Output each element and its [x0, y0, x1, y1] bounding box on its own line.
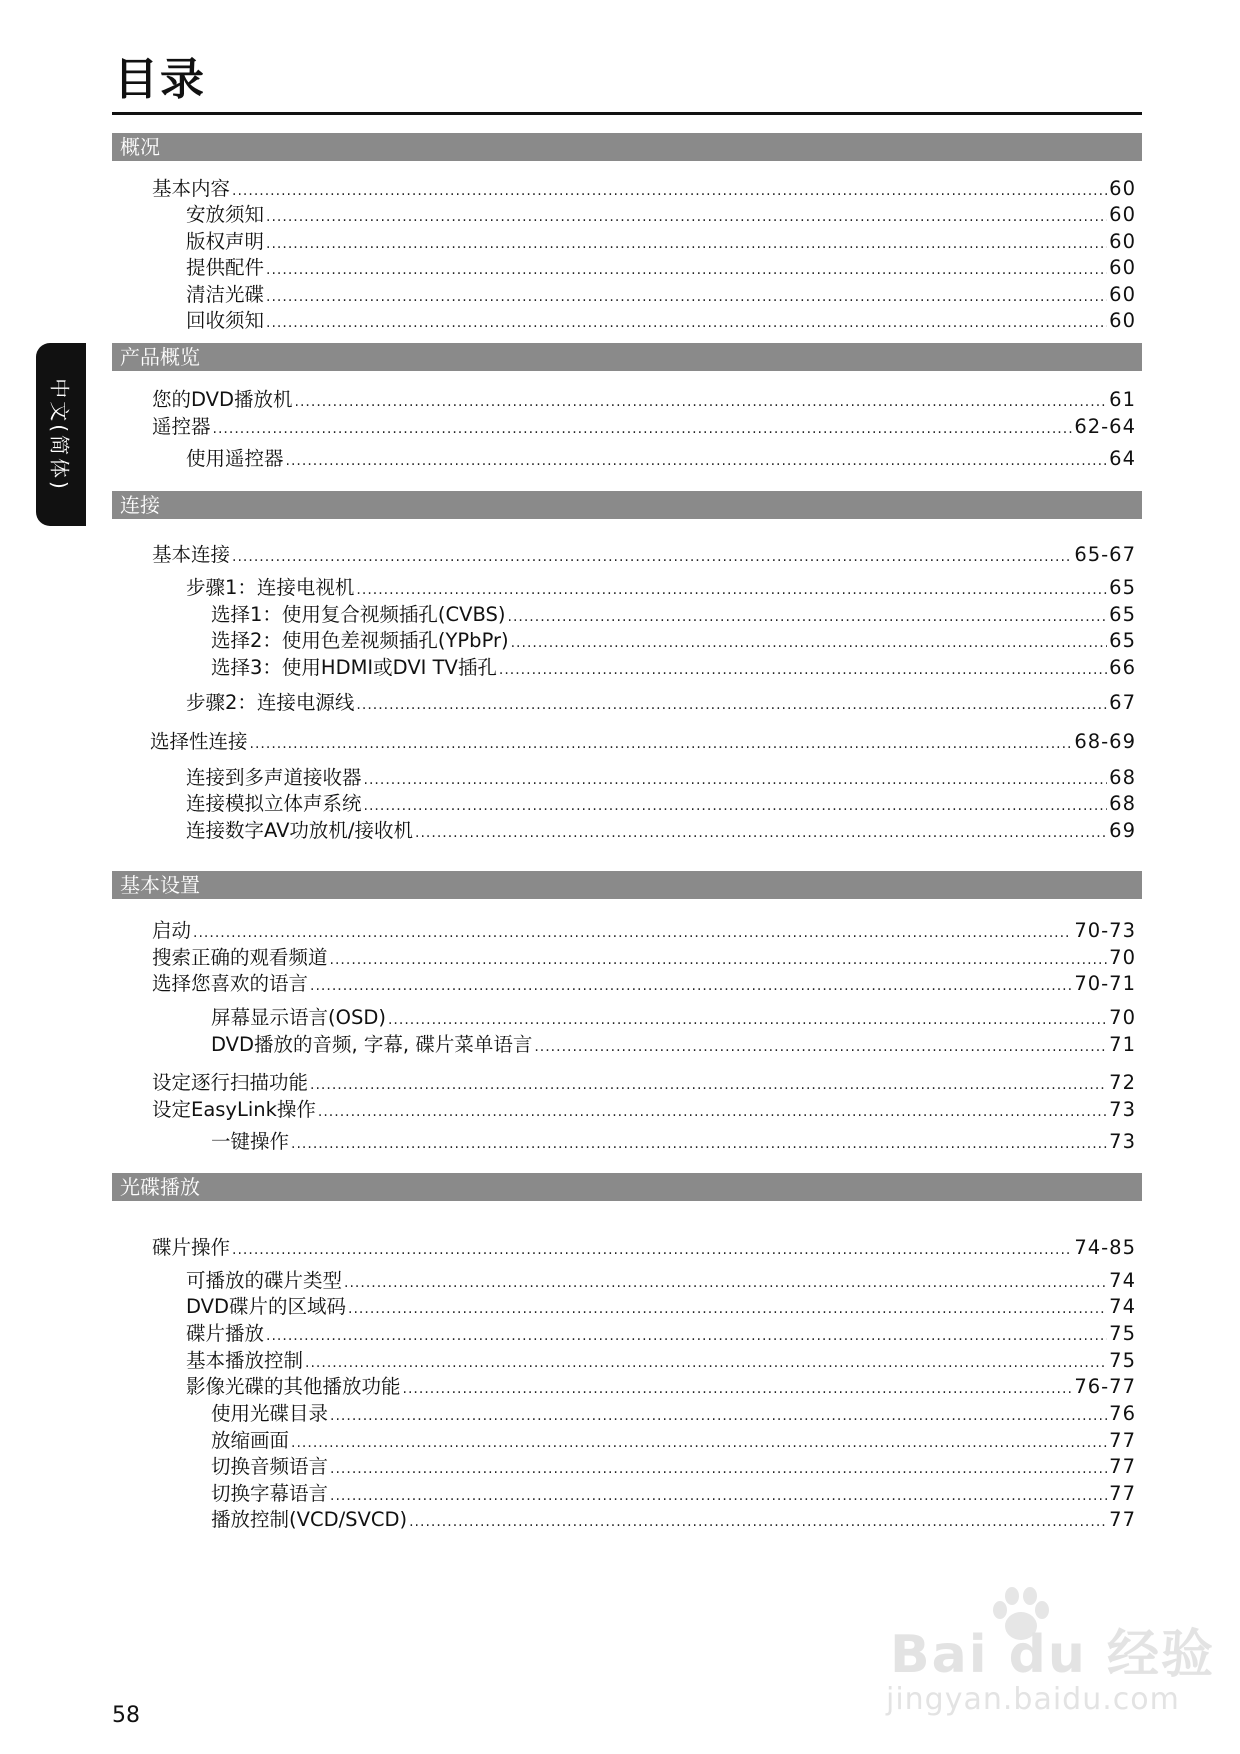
toc-entry-page: 75 — [1109, 1322, 1136, 1345]
toc-entry[interactable] — [211, 628, 1136, 654]
toc-entry-label: 设定逐行扫描功能 — [152, 1071, 309, 1094]
dot-leader — [534, 1034, 1107, 1060]
dot-leader — [330, 1403, 1107, 1429]
dot-leader — [266, 204, 1107, 230]
toc-entry-page: 65 — [1109, 603, 1136, 626]
section-header-product-overview: 产品概览 — [112, 343, 1142, 371]
dot-leader — [403, 1376, 1073, 1402]
dot-leader — [388, 1007, 1107, 1033]
toc-entry-page: 65 — [1109, 629, 1136, 652]
dot-leader — [266, 310, 1107, 336]
toc-entry-label: 选择1：使用复合视频插孔(CVBS) — [211, 603, 506, 626]
dot-leader — [499, 657, 1107, 683]
toc-entry[interactable] — [152, 971, 1136, 997]
dot-leader — [356, 577, 1107, 603]
toc-entry-label: 切换音频语言 — [211, 1455, 329, 1478]
toc-entry-label: 选择您喜欢的语言 — [152, 972, 309, 995]
toc-entry-page: 60 — [1109, 230, 1136, 253]
dot-leader — [266, 1323, 1107, 1349]
toc-entry[interactable] — [211, 1005, 1136, 1031]
dot-leader — [511, 630, 1108, 656]
toc-entry[interactable] — [152, 918, 1136, 944]
toc-entry[interactable] — [152, 414, 1136, 440]
toc-entry[interactable] — [186, 690, 1136, 716]
toc-entry-page: 62-64 — [1074, 415, 1136, 438]
toc-entry-label: 安放须知 — [186, 203, 265, 226]
section-header-disc-playback: 光碟播放 — [112, 1173, 1142, 1201]
toc-entry-label: 步骤1：连接电视机 — [186, 576, 355, 599]
page-number: 58 — [112, 1703, 140, 1728]
toc-entry-label: 放缩画面 — [211, 1429, 290, 1452]
dot-leader — [291, 1430, 1107, 1456]
dot-leader — [356, 692, 1107, 718]
toc-entry-page: 60 — [1109, 309, 1136, 332]
toc-entry-label: 版权声明 — [186, 230, 265, 253]
toc-entry[interactable] — [186, 229, 1136, 255]
toc-entry-label: 碟片操作 — [152, 1236, 231, 1259]
toc-entry[interactable] — [186, 308, 1136, 334]
toc-entry-label: 启动 — [152, 919, 192, 942]
toc-entry-page: 70-71 — [1074, 972, 1136, 995]
dot-leader — [232, 1237, 1072, 1263]
watermark-url: jingyan.baidu.com — [886, 1682, 1180, 1717]
toc-entry-page: 67 — [1109, 691, 1136, 714]
toc-entry[interactable] — [152, 176, 1136, 202]
toc-entry-page: 71 — [1109, 1033, 1136, 1056]
dot-leader — [409, 1509, 1107, 1535]
dot-leader — [291, 1131, 1107, 1157]
dot-leader — [213, 416, 1073, 442]
toc-entry-page: 68-69 — [1074, 730, 1136, 753]
toc-entry[interactable] — [150, 729, 1136, 755]
toc-entry[interactable] — [211, 1401, 1136, 1427]
toc-entry[interactable] — [186, 446, 1136, 472]
toc-entry[interactable] — [211, 1481, 1136, 1507]
toc-entry-label: 连接模拟立体声系统 — [186, 792, 362, 815]
toc-entry-page: 76 — [1109, 1402, 1136, 1425]
toc-entry-page: 73 — [1109, 1130, 1136, 1153]
toc-entry-page: 77 — [1109, 1455, 1136, 1478]
toc-entry[interactable] — [152, 542, 1136, 568]
toc-entry-page: 73 — [1109, 1098, 1136, 1121]
toc-entry-page: 61 — [1109, 388, 1136, 411]
toc-entry-label: 选择3：使用HDMI或DVI TV插孔 — [211, 656, 497, 679]
toc-entry-page: 74 — [1109, 1269, 1136, 1292]
section-header-overview: 概况 — [112, 133, 1142, 161]
toc-entry-page: 66 — [1109, 656, 1136, 679]
dot-leader — [266, 231, 1107, 257]
toc-entry[interactable] — [186, 575, 1136, 601]
toc-entry-label: DVD碟片的区域码 — [186, 1295, 347, 1318]
toc-entry-label: 连接到多声道接收器 — [186, 766, 362, 789]
toc-entry-label: 选择2：使用色差视频插孔(YPbPr) — [211, 629, 509, 652]
toc-entry-label: 使用光碟目录 — [211, 1402, 329, 1425]
toc-entry-page: 74 — [1109, 1295, 1136, 1318]
dot-leader — [310, 973, 1072, 999]
section-header-basic-setup: 基本设置 — [112, 871, 1142, 899]
toc-entry-label: 遥控器 — [152, 415, 211, 438]
toc-entry-label: 可播放的碟片类型 — [186, 1269, 343, 1292]
dot-leader — [286, 448, 1108, 474]
toc-entry-page: 69 — [1109, 819, 1136, 842]
toc-entry[interactable] — [152, 1097, 1136, 1123]
dot-leader — [232, 544, 1072, 570]
toc-entry-label: 设定EasyLink操作 — [152, 1098, 316, 1121]
toc-entry-label: 播放控制(VCD/SVCD) — [211, 1508, 408, 1531]
toc-entry-page: 77 — [1109, 1429, 1136, 1452]
toc-entry-label: 屏幕显示语言(OSD) — [211, 1006, 386, 1029]
toc-entry[interactable] — [152, 387, 1136, 413]
title-divider — [112, 112, 1142, 115]
dot-leader — [232, 178, 1107, 204]
toc-entry-page: 68 — [1109, 792, 1136, 815]
toc-entry-label: 基本播放控制 — [186, 1349, 304, 1372]
dot-leader — [330, 1483, 1107, 1509]
toc-entry-label: 步骤2：连接电源线 — [186, 691, 355, 714]
toc-entry[interactable] — [186, 1321, 1136, 1347]
dot-leader — [266, 284, 1107, 310]
toc-entry-page: 70 — [1109, 1006, 1136, 1029]
dot-leader — [344, 1270, 1107, 1296]
toc-entry[interactable] — [186, 1268, 1136, 1294]
page-title: 目录 — [114, 54, 206, 105]
toc-entry-page: 70-73 — [1074, 919, 1136, 942]
toc-entry[interactable] — [186, 1374, 1136, 1400]
toc-entry[interactable] — [186, 791, 1136, 817]
section-header-connection: 连接 — [112, 491, 1142, 519]
dot-leader — [266, 257, 1107, 283]
dot-leader — [330, 947, 1108, 973]
toc-entry[interactable] — [211, 1454, 1136, 1480]
toc-entry[interactable] — [152, 1070, 1136, 1096]
dot-leader — [330, 1456, 1107, 1482]
toc-entry[interactable] — [186, 255, 1136, 281]
dot-leader — [193, 920, 1072, 946]
toc-entry[interactable] — [186, 282, 1136, 308]
toc-entry[interactable] — [211, 655, 1136, 681]
toc-entry[interactable] — [152, 1235, 1136, 1261]
toc-entry-label: 清洁光碟 — [186, 283, 265, 306]
toc-entry-label: 基本连接 — [152, 543, 231, 566]
toc-entry-page: 72 — [1109, 1071, 1136, 1094]
toc-entry-page: 65-67 — [1074, 543, 1136, 566]
toc-entry-page: 65 — [1109, 576, 1136, 599]
toc-entry-label: 基本内容 — [152, 177, 231, 200]
toc-entry[interactable] — [186, 818, 1136, 844]
toc-entry-page: 60 — [1109, 283, 1136, 306]
toc-entry-label: 连接数字AV功放机/接收机 — [186, 819, 414, 842]
toc-entry-label: 您的DVD播放机 — [152, 388, 293, 411]
toc-entry[interactable] — [152, 945, 1136, 971]
toc-entry-label: DVD播放的音频, 字幕, 碟片菜单语言 — [211, 1033, 533, 1056]
toc-entry[interactable] — [186, 1294, 1136, 1320]
toc-entry-page: 60 — [1109, 256, 1136, 279]
toc-entry[interactable] — [211, 1428, 1136, 1454]
dot-leader — [295, 389, 1108, 415]
dot-leader — [250, 731, 1073, 757]
toc-entry-label: 切换字幕语言 — [211, 1482, 329, 1505]
toc-entry-page: 74-85 — [1074, 1236, 1136, 1259]
toc-entry-page: 77 — [1109, 1482, 1136, 1505]
toc-entry-page: 75 — [1109, 1349, 1136, 1372]
dot-leader — [364, 767, 1108, 793]
watermark-logo: Bai du 经验 — [890, 1625, 1215, 1685]
toc-entry-page: 68 — [1109, 766, 1136, 789]
toc-entry-page: 77 — [1109, 1508, 1136, 1531]
toc-entry-page: 60 — [1109, 203, 1136, 226]
toc-entry[interactable] — [211, 1129, 1136, 1155]
dot-leader — [415, 820, 1107, 846]
toc-entry[interactable] — [211, 1032, 1136, 1058]
toc-entry-label: 搜索正确的观看频道 — [152, 946, 328, 969]
toc-entry[interactable] — [186, 765, 1136, 791]
toc-entry[interactable] — [186, 1348, 1136, 1374]
dot-leader — [310, 1072, 1107, 1098]
toc-entry[interactable] — [186, 202, 1136, 228]
toc-entry-label: 提供配件 — [186, 256, 265, 279]
toc-entry-label: 影像光碟的其他播放功能 — [186, 1375, 401, 1398]
toc-entry-page: 70 — [1109, 946, 1136, 969]
dot-leader — [305, 1350, 1107, 1376]
toc-entry-label: 选择性连接 — [150, 730, 248, 753]
toc-entry-label: 一键操作 — [211, 1130, 290, 1153]
toc-entry-page: 76-77 — [1074, 1375, 1136, 1398]
toc-entry-label: 使用遥控器 — [186, 447, 284, 470]
toc-entry[interactable] — [211, 602, 1136, 628]
dot-leader — [508, 604, 1108, 630]
language-tab — [36, 343, 86, 526]
dot-leader — [348, 1296, 1107, 1322]
dot-leader — [364, 793, 1108, 819]
toc-entry-label: 碟片播放 — [186, 1322, 265, 1345]
language-tab-label: 中文(简体) — [47, 377, 72, 492]
toc-entry-label: 回收须知 — [186, 309, 265, 332]
toc-entry[interactable] — [211, 1507, 1136, 1533]
toc-entry-page: 64 — [1109, 447, 1136, 470]
dot-leader — [318, 1099, 1107, 1125]
toc-entry-page: 60 — [1109, 177, 1136, 200]
